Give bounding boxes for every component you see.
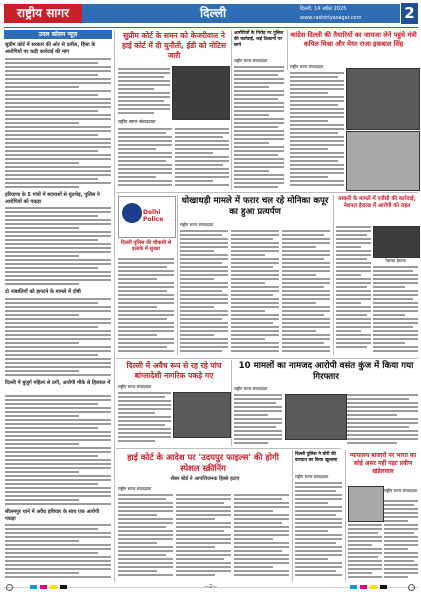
column-divider: [292, 450, 293, 582]
third-lead-body: [234, 394, 282, 446]
bottom-story-body-a: [118, 494, 173, 582]
yellow-swatch-icon: [370, 585, 377, 589]
third-lead-headline: 10 मामलों का नामजद आरोपी वसंत कुंज में किया गया गिरफ्तार: [238, 361, 414, 382]
yellow-swatch-icon: [50, 585, 57, 589]
page-number: 2: [401, 3, 418, 24]
bottom-story-headline: हाई कोर्ट के आदेश पर 'उदयपुर फाइल्स' की होगी स्पेशल स्क्रीनिंग: [127, 452, 279, 473]
magenta-swatch-icon: [360, 585, 367, 589]
bottom-right-byline: राष्ट्रीय सागर संवाददाता: [384, 488, 418, 493]
cyan-swatch-icon: [350, 585, 357, 589]
bottom-story-deck: सेंसर बोर्ड ने आपत्तिजनक हिस्से हटाए: [170, 476, 240, 482]
right-mid-body-b: [373, 266, 418, 356]
top-story-headline: सुप्रीम कोर्ट के समन को केजरीवाल ने हाई कोर्ट में दी चुनौती, ईडी को नोटिस जारी: [122, 31, 226, 60]
center-story-body-b: [231, 230, 279, 356]
paper-name: राष्ट्रीय सागर: [4, 4, 82, 23]
police-badge-icon: [122, 203, 142, 223]
second-lead-byline: राष्ट्रीय सागर संवाददाता: [118, 384, 152, 389]
black-swatch-icon: [60, 585, 67, 589]
side-story-body: [234, 66, 284, 190]
police-logo-box: [118, 196, 176, 238]
col1-lead-body: [5, 58, 111, 190]
section-rule: [116, 192, 418, 193]
column-divider: [177, 195, 178, 355]
bottom-right-body-b: [348, 524, 382, 582]
paper-url: www.rashtriyasagar.com: [300, 15, 362, 21]
top-story-byline: राष्ट्रीय सागर संवाददाता: [118, 120, 156, 125]
bottom-story-byline: राष्ट्रीय सागर संवाददाता: [118, 486, 152, 491]
third-lead-byline: राष्ट्रीय सागर संवाददाता: [234, 386, 268, 391]
second-lead-photo: [173, 392, 231, 438]
section-rule: [116, 448, 341, 449]
masthead: [0, 0, 421, 28]
police-caption: दिल्ली पुलिस की चौकसी से इलाके में सुरक्षा: [120, 240, 172, 252]
police-logo-text: Delhi Police: [143, 209, 164, 223]
right-mid-photo: [373, 226, 420, 258]
side-story-headline: आरोपियों के गिरोह पर पुलिस की कार्रवाई, कई ठिकानों पर छापे: [234, 31, 284, 48]
second-lead-body-a: [118, 392, 171, 444]
col1-story3-head: दो नाबालिगों को झपटने के मामले में दोषी: [5, 289, 81, 295]
bottom-story-body-b: [176, 494, 231, 582]
center-story-byline: राष्ट्रीय सागर संवाददाता: [180, 222, 214, 227]
police-story-body: [118, 258, 174, 356]
col1-story3-body: [5, 298, 111, 378]
third-lead-photo: [285, 394, 347, 440]
top-story-body-a: [118, 128, 172, 190]
col1-story4-head: दिल्ली में बुजुर्ग महिला से ठगी, आरोपी मौके से हिरासत में: [5, 380, 111, 386]
top-story-photo: [172, 66, 230, 120]
right-top-headline: कांग्रेस दिल्ली की तैयारियों का जायजा लेने पहुंचे मंत्री कपिल मिश्रा और मेयर राजा इकबाल सिंह: [290, 31, 417, 48]
top-story-body-b: [175, 128, 229, 190]
top-story-lead-text: [118, 68, 170, 118]
edition-date: दिल्ली, 14 अप्रैल 2025: [300, 6, 347, 12]
center-story-body-c: [282, 230, 330, 356]
center-story-body-a: [180, 230, 228, 356]
right-mid-body-a: [336, 226, 371, 356]
bottom-mid-headline: दिल्ली पुलिस ने चोरी की वारदात का किया खुलासा: [295, 452, 338, 463]
column-divider: [333, 195, 334, 355]
bottom-mid-body: [295, 482, 342, 582]
registration-mark-icon: [408, 584, 415, 591]
bottom-right-body-a: [384, 500, 418, 582]
column-divider: [287, 30, 288, 70]
right-top-photo-2: [346, 131, 420, 191]
bottom-right-photo: [348, 486, 384, 522]
cyan-swatch-icon: [30, 585, 37, 589]
section-rule: [116, 358, 418, 359]
center-story-headline: धोखाधड़ी मामले में फरार चल रहे मोनिका कपूर का हुआ प्रत्यर्पण: [181, 196, 329, 217]
magenta-swatch-icon: [40, 585, 47, 589]
footer-page-label: —2—: [204, 584, 218, 590]
right-top-byline: राष्ट्रीय सागर संवाददाता: [290, 64, 324, 69]
col1-story5-head: सीलमपुर थाने में अवैध हथियार के साथ एक आरोपी पकड़ा: [5, 509, 100, 522]
right-top-body: [290, 72, 344, 190]
right-top-photo-1: [346, 68, 420, 130]
side-story-byline: राष्ट्रीय सागर संवाददाता: [234, 58, 268, 63]
registration-mark-icon: [6, 584, 13, 591]
bottom-mid-byline: राष्ट्रीय सागर संवाददाता: [295, 474, 329, 479]
edition-city: दिल्ली: [200, 6, 227, 20]
black-swatch-icon: [380, 585, 387, 589]
section-label: उवल कॉलम न्यूज़: [4, 30, 112, 39]
second-lead-headline: दिल्ली में अवैध रूप से रह रहे पांच बांग्लादेशी नागरिक पकड़े गए: [126, 361, 222, 380]
column-divider: [231, 30, 232, 190]
column-divider: [231, 360, 232, 446]
bottom-right-headline: न्यायालय बाजारों पर भारत का कोई असर नहीं पड़ाः प्रवीण खंडेलवाल: [349, 452, 417, 475]
masthead-rule: [4, 27, 418, 28]
col1-story4-body: [5, 395, 111, 507]
right-mid-headline: तस्करी के मामले में एजेंसी की कार्रवाई, नेशनल हेराल्ड में आरोपी को राहत: [338, 196, 416, 209]
page-footer: [0, 584, 421, 595]
right-mid-photo-caption: नेशनल हेराल्ड: [385, 258, 406, 263]
third-lead-body-b: [347, 394, 418, 446]
bottom-story-body-c: [234, 494, 289, 582]
column-divider: [345, 450, 346, 582]
column-divider: [114, 30, 115, 582]
col1-story2-head: हरियाणा के 5 गांवों में बदमाशों से मुठभेड़, पुलिस ने आरोपियों को पकड़ा: [5, 192, 100, 205]
col1-lead-deck: सुप्रीम कोर्ट में सरकार की ओर से दलील, हिंसा के आरोपियों पर कड़ी कार्रवाई की मांग: [5, 42, 96, 55]
col1-story5-body: [5, 524, 111, 582]
col1-story2-body: [5, 207, 111, 287]
